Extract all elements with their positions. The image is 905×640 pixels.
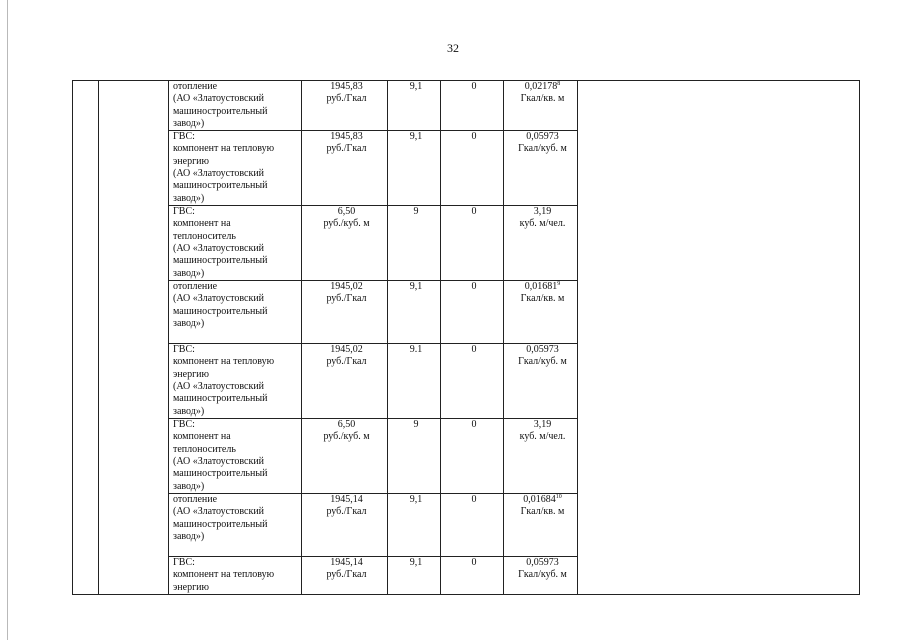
norm-value: 3,19 <box>533 419 552 431</box>
tariff-value: 1945,83 <box>330 131 363 143</box>
service-line: завод») <box>173 480 205 492</box>
service-line: завод») <box>173 192 205 204</box>
service-line: отопление <box>173 281 218 293</box>
norm-value: 3,19 <box>533 206 552 218</box>
tariff-cell <box>302 419 388 494</box>
service-line: компонент на тепловую <box>173 569 275 581</box>
service-line: (АО «Златоустовский <box>173 168 265 180</box>
norm-value-line <box>508 557 577 569</box>
rate-cell: 9 <box>388 206 441 281</box>
service-line: компонент на тепловую <box>173 356 275 368</box>
service-line: завод») <box>173 117 205 129</box>
zero-cell: 0 <box>441 494 504 557</box>
service-line: (АО «Златоустовский <box>173 293 265 305</box>
norm-value: 0,02178 <box>524 81 558 92</box>
tariff-table-body <box>73 81 860 595</box>
notes-cell <box>578 81 860 595</box>
service-line: ГВС: <box>173 131 195 143</box>
service-line: (АО «Златоустовский <box>173 456 265 468</box>
footnote-mark: 10 <box>555 494 562 501</box>
norm-unit: Гкал/куб. м <box>518 569 567 581</box>
tariff-cell <box>302 494 388 557</box>
rate-cell: 9,1 <box>388 494 441 557</box>
scan-edge-line <box>7 0 8 640</box>
service-description-cell <box>169 344 302 419</box>
tariff-cell <box>302 206 388 281</box>
service-line: машиностроительный <box>173 518 268 530</box>
tariff-table <box>72 80 860 595</box>
tariff-value: 1945,14 <box>330 494 363 506</box>
zero-cell: 0 <box>441 81 504 131</box>
page-number: 32 <box>447 41 459 55</box>
service-line: машиностроительный <box>173 468 268 480</box>
rate-cell: 9,1 <box>388 81 441 131</box>
tariff-unit: руб./Гкал <box>326 93 367 105</box>
rate-cell: 9,1 <box>388 131 441 206</box>
tariff-unit: руб./Гкал <box>326 293 367 305</box>
service-line: теплоноситель <box>173 443 236 455</box>
tariff-cell <box>302 281 388 344</box>
norm-value-line <box>508 131 577 143</box>
row-index-cell <box>73 81 99 595</box>
service-line: (АО «Златоустовский <box>173 243 265 255</box>
service-line: (АО «Златоустовский <box>173 506 265 518</box>
norm-cell <box>504 494 578 557</box>
norm-value-line <box>508 281 577 293</box>
tariff-unit: руб./Гкал <box>326 506 367 518</box>
norm-value-line <box>508 494 577 506</box>
zero-cell: 0 <box>441 344 504 419</box>
service-line: компонент на <box>173 431 231 443</box>
service-description-cell <box>169 557 302 595</box>
tariff-cell <box>302 81 388 131</box>
service-line: машиностроительный <box>173 393 268 405</box>
service-description-cell <box>169 281 302 344</box>
footnote-mark: 8 <box>557 81 561 87</box>
object-name-cell <box>99 81 169 595</box>
zero-cell: 0 <box>441 419 504 494</box>
tariff-value: 1945,02 <box>330 281 363 293</box>
norm-value: 0,05973 <box>526 131 559 143</box>
tariff-unit: руб./Гкал <box>326 143 367 155</box>
service-line: ГВС: <box>173 206 195 218</box>
tariff-cell <box>302 131 388 206</box>
norm-cell <box>504 419 578 494</box>
rate-cell: 9 <box>388 419 441 494</box>
table-row <box>73 81 860 131</box>
norm-unit: Гкал/кв. м <box>520 93 565 105</box>
footnote-mark: 9 <box>557 281 561 288</box>
norm-cell <box>504 281 578 344</box>
tariff-cell <box>302 557 388 595</box>
service-line: энергию <box>173 368 210 380</box>
norm-cell <box>504 131 578 206</box>
norm-unit: куб. м/чел. <box>519 218 566 230</box>
norm-unit: куб. м/чел. <box>519 431 566 443</box>
norm-cell <box>504 344 578 419</box>
norm-cell <box>504 557 578 595</box>
tariff-value: 6,50 <box>337 206 356 218</box>
service-line: машиностроительный <box>173 180 268 192</box>
norm-unit: Гкал/кв. м <box>520 506 565 518</box>
service-line: завод») <box>173 531 205 543</box>
rate-cell: 9,1 <box>388 281 441 344</box>
tariff-unit: руб./куб. м <box>323 431 370 443</box>
norm-value-line <box>508 206 577 218</box>
norm-value-line <box>508 419 577 431</box>
zero-cell: 0 <box>441 206 504 281</box>
service-line: ГВС: <box>173 557 195 569</box>
tariff-value: 6,50 <box>337 419 356 431</box>
tariff-value: 1945,14 <box>330 557 363 569</box>
service-line: завод») <box>173 267 205 279</box>
service-line: завод») <box>173 405 205 417</box>
service-line: компонент на тепловую <box>173 143 275 155</box>
service-line: ГВС: <box>173 419 195 431</box>
service-description-cell <box>169 419 302 494</box>
rate-cell: 9.1 <box>388 344 441 419</box>
tariff-unit: руб./Гкал <box>326 569 367 581</box>
norm-value: 0,05973 <box>526 557 559 569</box>
service-line: (АО «Златоустовский <box>173 381 265 393</box>
norm-cell <box>504 206 578 281</box>
service-description-cell <box>169 81 302 131</box>
zero-cell: 0 <box>441 281 504 344</box>
service-line: машиностроительный <box>173 105 268 117</box>
service-line: отопление <box>173 81 218 92</box>
norm-unit: Гкал/кв. м <box>520 293 565 305</box>
zero-cell: 0 <box>441 557 504 595</box>
tariff-unit: руб./Гкал <box>326 356 367 368</box>
service-line: (АО «Златоустовский <box>173 93 265 105</box>
tariff-unit: руб./куб. м <box>323 218 370 230</box>
rate-cell: 9,1 <box>388 557 441 595</box>
norm-value: 0,01684 <box>523 494 556 506</box>
zero-cell: 0 <box>441 131 504 206</box>
service-line: отопление <box>173 494 218 506</box>
norm-value-line <box>508 344 577 356</box>
service-line: энергию <box>173 155 210 167</box>
service-line: ГВС: <box>173 344 195 356</box>
norm-value: 0,05973 <box>526 344 559 356</box>
service-line: теплоноситель <box>173 230 236 242</box>
tariff-value: 1945,83 <box>330 81 363 92</box>
service-description-cell <box>169 494 302 557</box>
norm-cell <box>504 81 578 131</box>
tariff-value: 1945,02 <box>330 344 363 356</box>
service-description-cell <box>169 206 302 281</box>
norm-unit: Гкал/куб. м <box>518 356 567 368</box>
norm-value-line <box>508 81 577 93</box>
service-line: завод») <box>173 318 205 330</box>
norm-value: 0,01681 <box>524 281 558 293</box>
service-line: компонент на <box>173 218 231 230</box>
norm-unit: Гкал/куб. м <box>518 143 567 155</box>
tariff-cell <box>302 344 388 419</box>
service-line: энергию <box>173 581 210 593</box>
service-line: машиностроительный <box>173 305 268 317</box>
service-description-cell <box>169 131 302 206</box>
service-line: машиностроительный <box>173 255 268 267</box>
